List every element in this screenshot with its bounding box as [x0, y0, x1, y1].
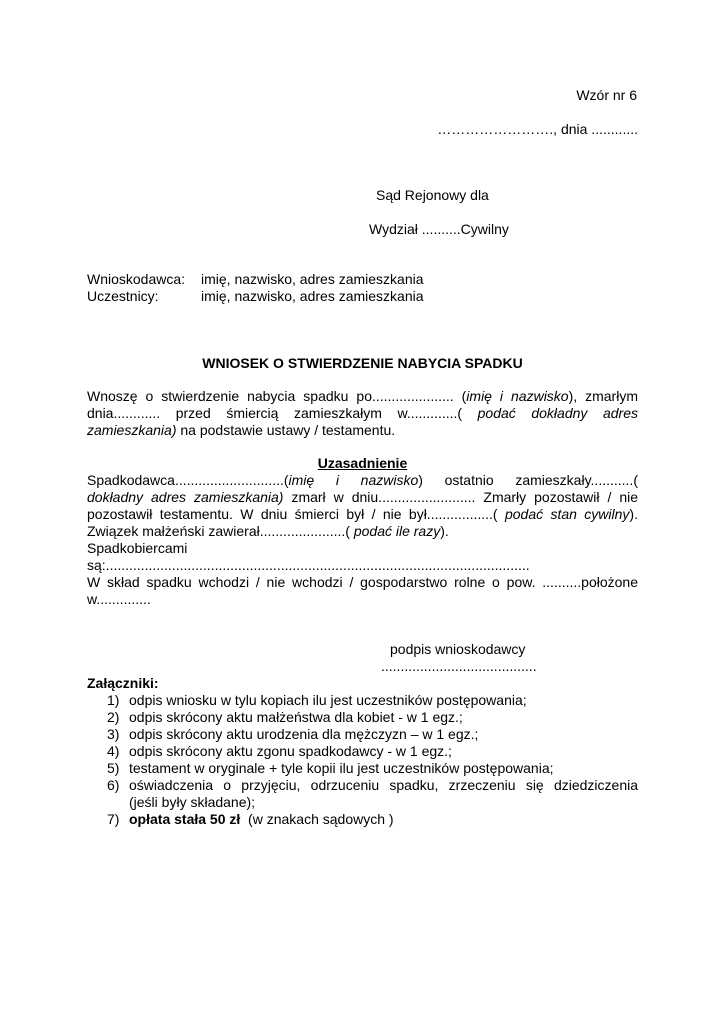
- court-division: Wydział ..........Cywilny: [369, 221, 509, 237]
- justification-line-6: są:.............................................................................................................: [87, 557, 530, 573]
- attachment-item: 5) testament w oryginale + tyle kopii ilu jest uczestników postępowania;: [107, 760, 554, 776]
- justification-line-2: dokładny adres zamieszkania) zmarł w dniu......................... Zmarły pozostawił / nie: [87, 489, 638, 505]
- attachment-6-line-2: (jeśli były składane);: [129, 794, 256, 810]
- template-number: Wzór nr 6: [576, 87, 637, 103]
- request-line-3: zamieszkania) na podstawie ustawy / testamentu.: [87, 422, 396, 438]
- participants-label: Uczestnicy:: [87, 288, 159, 304]
- justification-line-5: Spadkobiercami: [87, 540, 188, 556]
- court-fee-amount: opłata stała 50 zł: [129, 811, 241, 827]
- attachments-heading: Załączniki:: [87, 675, 159, 691]
- justification-line-1: Spadkodawca............................(imię i nazwisko) ostatnio zamieszkały...........(: [87, 472, 638, 488]
- attachment-item: 2) odpis skrócony aktu małżeństwa dla kobiet - w 1 egz.;: [107, 709, 463, 725]
- applicant-label: Wnioskodawca:: [87, 271, 186, 287]
- attachment-item: 1) odpis wniosku w tylu kopiach ilu jest uczestników postępowania;: [107, 692, 527, 708]
- court-name: Sąd Rejonowy dla: [376, 187, 489, 203]
- applicant-value: imię, nazwisko, adres zamieszkania: [201, 271, 424, 287]
- justification-line-4: Związek małżeński zawierał......................( podać ile razy).: [87, 523, 449, 539]
- request-paragraph: [87, 388, 638, 439]
- attachment-item: 7) opłata stała 50 zł (w znakach sądowych ): [107, 811, 394, 827]
- attachment-item: 4) odpis skrócony aktu zgonu spadkodawcy - w 1 egz.;: [107, 743, 452, 759]
- request-line-2: dnia............ przed śmiercią zamieszkałym w.............( podać dokładny adres: [87, 405, 638, 421]
- participants-value: imię, nazwisko, adres zamieszkania: [201, 288, 424, 304]
- document-title: WNIOSEK O STWIERDZENIE NABYCIA SPADKU: [202, 355, 523, 371]
- justification-line-7: W skład spadku wchodzi / nie wchodzi / gospodarstwo rolne o pow. ..........położone: [87, 574, 638, 590]
- justification-heading: Uzasadnienie: [317, 455, 408, 471]
- signature-line: ........................................: [381, 658, 537, 674]
- justification-line-8: w..............: [87, 591, 151, 607]
- request-line-1: Wnoszę o stwierdzenie nabycia spadku po..................... (imię i nazwisko), zmarłym: [87, 388, 638, 404]
- justification-paragraph: [87, 472, 638, 608]
- attachment-item: 6) oświadczenia o przyjęciu, odrzuceniu spadku, zrzeczeniu się dziedziczenia (jeśli były składane);: [107, 777, 638, 810]
- signature-label: podpis wnioskodawcy: [390, 641, 526, 657]
- attachment-item: 3) odpis skrócony aktu urodzenia dla mężczyzn – w 1 egz.;: [107, 726, 479, 742]
- attachment-6-line-1: oświadczenia o przyjęciu, odrzuceniu spadku, zrzeczeniu się dziedziczenia: [129, 777, 638, 793]
- place-and-date: ……………………., dnia ............: [437, 121, 638, 137]
- justification-line-3: pozostawił testamentu. W dniu śmierci był / nie był.................( podać stan cywilny).: [87, 506, 638, 522]
